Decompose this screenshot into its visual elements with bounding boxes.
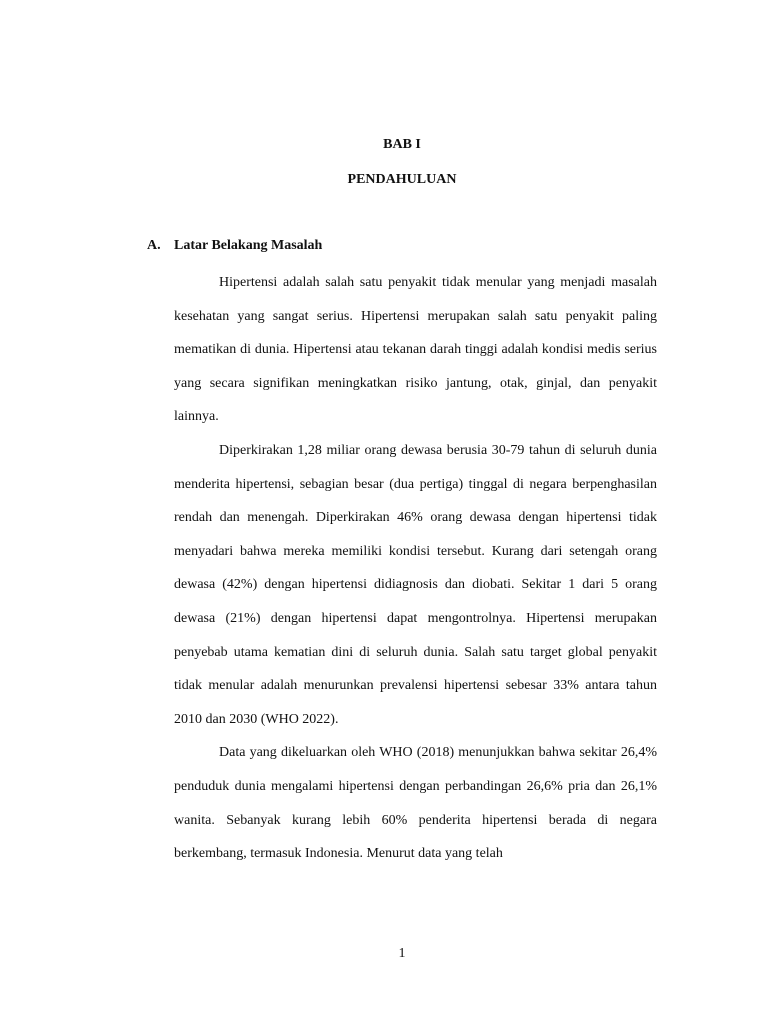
paragraph: Hipertensi adalah salah satu penyakit tidak menular yang menjadi masalah kesehatan yang sangat serius. Hipertensi merupakan salah satu penyakit paling mematikan di dunia. Hipertensi atau tekanan darah tinggi adalah kondisi medis serius yang secara signifikan meningkatkan risiko jantung, otak, ginjal, dan penyakit lainnya. xyxy=(174,275,657,425)
paragraph: Diperkirakan 1,28 miliar orang dewasa berusia 30-79 tahun di seluruh dunia menderita hipertensi, sebagian besar (dua pertiga) tinggal di negara berpenghasilan rendah dan menengah. Diperkirakan 46% orang dewasa dengan hipertensi tidak menyadari bahwa mereka memiliki kondisi tersebut. Kurang dari setengah orang dewasa (42%) dengan hipertensi didiagnosis dan diobati. Sekitar 1 dari 5 orang dewasa (21%) dengan hipertensi dapat mengontrolnya. Hipertensi merupakan penyebab utama kematian dini di seluruh dunia. Salah satu target global penyakit tidak menular adalah menurunkan prevalensi hipertensi sebesar 33% antara tahun 2010 dan 2030 (WHO 2022). xyxy=(174,442,657,727)
page-number: 1 xyxy=(398,946,406,961)
body-text xyxy=(174,266,657,871)
paragraph: Data yang dikeluarkan oleh WHO (2018) menunjukkan bahwa sekitar 26,4% penduduk dunia mengalami hipertensi dengan perbandingan 26,6% pria dan 26,1% wanita. Sebanyak kurang lebih 60% penderita hipertensi berada di negara berkembang, termasuk Indonesia. Menurut data yang telah xyxy=(174,745,657,862)
chapter-title: PENDAHULUAN xyxy=(347,172,457,187)
chapter-number: BAB I xyxy=(383,137,421,152)
section-heading xyxy=(147,238,322,254)
section-letter: A. xyxy=(147,238,161,253)
section-title: Latar Belakang Masalah xyxy=(174,238,323,253)
